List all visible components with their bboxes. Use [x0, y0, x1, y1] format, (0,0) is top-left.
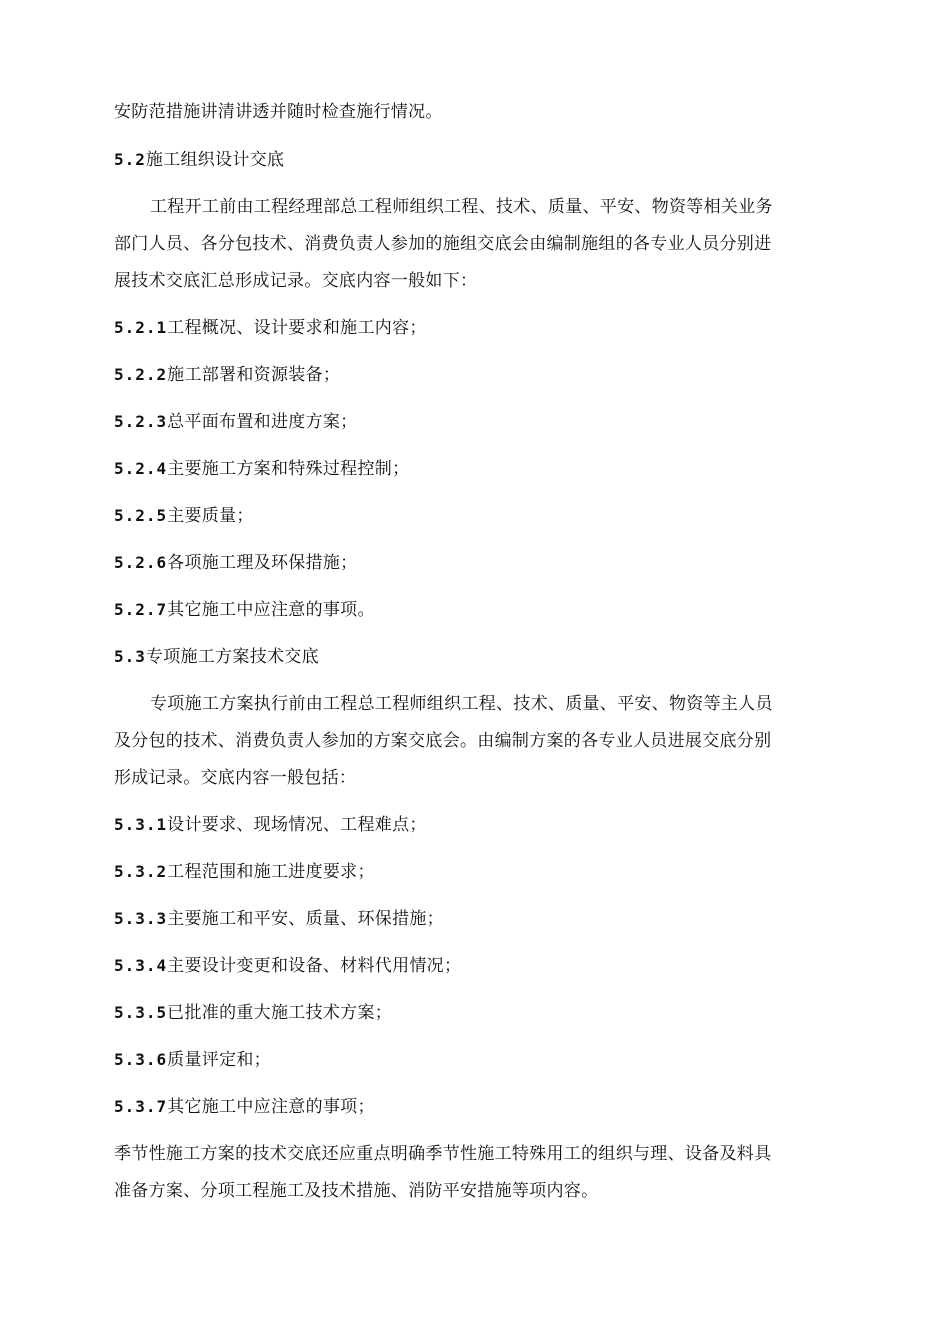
- paragraph-text: 专项施工方案执行前由工程总工程师组织工程、技术、质量、平安、物资等主人员: [150, 694, 773, 714]
- list-item: [114, 1095, 864, 1119]
- item-number: 5.2.6: [114, 553, 168, 572]
- list-item: [114, 316, 864, 340]
- list-item: [114, 907, 864, 931]
- paragraph-line: [114, 1142, 864, 1166]
- item-number: 5.2.2: [114, 365, 168, 384]
- item-text: 工程范围和施工进度要求；: [167, 862, 375, 882]
- item-number: 5.2.5: [114, 506, 168, 525]
- paragraph-text: 准备方案、分项工程施工及技术措施、消防平安措施等项内容。: [114, 1181, 599, 1201]
- item-number: 5.3.5: [114, 1003, 168, 1022]
- paragraph-line: [114, 269, 864, 293]
- list-item: [114, 551, 864, 575]
- paragraph-text: 季节性施工方案的技术交底还应重点明确季节性施工特殊用工的组织与理、设备及料具: [114, 1144, 772, 1164]
- item-number: 5.3.4: [114, 956, 168, 975]
- item-number: 5.3.7: [114, 1097, 168, 1116]
- item-text: 其它施工中应注意的事项。: [167, 600, 375, 620]
- list-item: [114, 813, 864, 837]
- paragraph-line: [150, 692, 864, 716]
- paragraph-text: 展技术交底汇总形成记录。交底内容一般如下：: [114, 271, 478, 291]
- section-title: 施工组织设计交底: [145, 150, 285, 170]
- list-item: [114, 410, 864, 434]
- list-item: [114, 457, 864, 481]
- item-text: 主要质量；: [167, 506, 254, 526]
- paragraph-text: 形成记录。交底内容一般包括：: [114, 768, 357, 788]
- item-text: 总平面布置和进度方案；: [167, 412, 358, 432]
- item-text: 各项施工理及环保措施；: [167, 553, 358, 573]
- item-text: 主要施工方案和特殊过程控制；: [167, 459, 410, 479]
- list-item: [114, 504, 864, 528]
- section-title: 专项施工方案技术交底: [145, 647, 319, 667]
- item-number: 5.3.6: [114, 1050, 168, 1069]
- paragraph-line: [114, 766, 864, 790]
- paragraph-line: [150, 195, 864, 219]
- item-text: 质量评定和；: [167, 1050, 271, 1070]
- item-text: 其它施工中应注意的事项；: [167, 1097, 375, 1117]
- item-text: 施工部署和资源装备；: [167, 365, 341, 385]
- item-text: 主要施工和平安、质量、环保措施；: [167, 909, 444, 929]
- item-number: 5.3.1: [114, 815, 168, 834]
- item-number: 5.3.3: [114, 909, 168, 928]
- section-heading-5-2: [114, 148, 864, 172]
- item-text: 已批准的重大施工技术方案；: [167, 1003, 393, 1023]
- section-number: 5.2: [114, 150, 146, 169]
- paragraph-text: 部门人员、各分包技术、消费负责人参加的施组交底会由编制施组的各专业人员分别进: [114, 234, 772, 254]
- section-heading-5-3: [114, 645, 864, 669]
- paragraph-line: [114, 729, 864, 753]
- list-item: [114, 860, 864, 884]
- paragraph-line: [114, 232, 864, 256]
- list-item: [114, 363, 864, 387]
- item-text: 主要设计变更和设备、材料代用情况；: [167, 956, 462, 976]
- list-item: [114, 598, 864, 622]
- paragraph-text: 工程开工前由工程经理部总工程师组织工程、技术、质量、平安、物资等相关业务: [150, 197, 773, 217]
- list-item: [114, 1001, 864, 1025]
- item-number: 5.3.2: [114, 862, 168, 881]
- section-number: 5.3: [114, 647, 146, 666]
- paragraph-text: 及分包的技术、消费负责人参加的方案交底会。由编制方案的各专业人员进展交底分别: [114, 731, 772, 751]
- paragraph-text: 安防范措施讲清讲透并随时检查施行情况。: [114, 102, 443, 122]
- list-item: [114, 1048, 864, 1072]
- item-number: 5.2.4: [114, 459, 168, 478]
- item-number: 5.2.7: [114, 600, 168, 619]
- item-text: 工程概况、设计要求和施工内容；: [167, 318, 427, 338]
- item-number: 5.2.1: [114, 318, 168, 337]
- list-item: [114, 954, 864, 978]
- paragraph-line: [114, 1179, 864, 1203]
- item-number: 5.2.3: [114, 412, 168, 431]
- item-text: 设计要求、现场情况、工程难点；: [167, 815, 427, 835]
- paragraph-line: [114, 100, 864, 124]
